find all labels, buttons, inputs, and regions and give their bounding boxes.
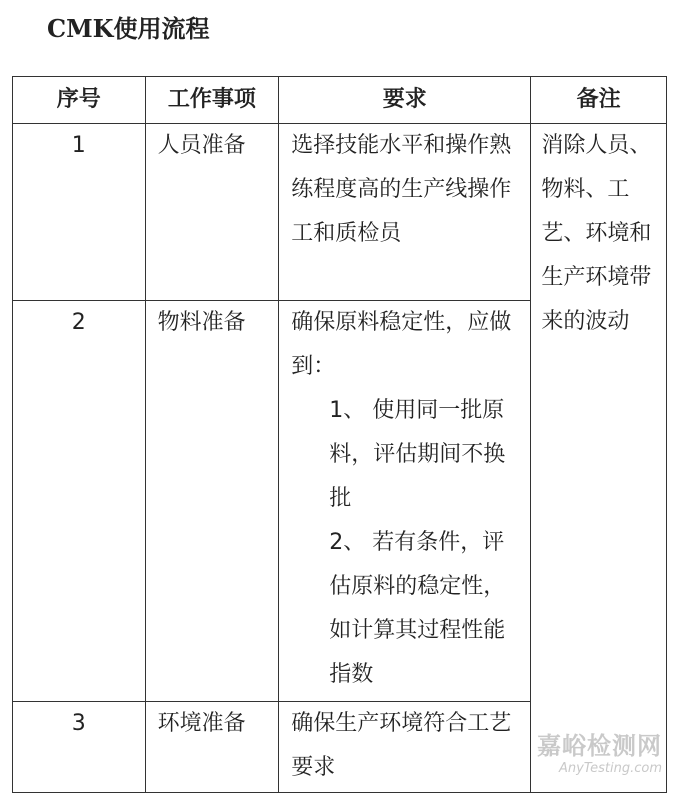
row-item: 物料准备	[145, 301, 279, 702]
row-requirement	[279, 702, 531, 793]
row-note: 消除人员、物料、工艺、环境和生产环境带来的波动	[531, 124, 667, 793]
header-item: 工作事项	[145, 77, 279, 124]
row-requirement	[279, 301, 531, 702]
row-item: 人员准备	[145, 124, 279, 301]
watermark	[537, 726, 662, 776]
watermark-en: AnyTesting.com	[558, 761, 662, 776]
cmk-process-table	[12, 76, 667, 793]
requirement-text: 确保生产环境符合工艺要求	[291, 711, 512, 780]
page-title: CMK使用流程	[47, 14, 210, 43]
watermark-cn: 嘉峪检测网	[537, 732, 662, 760]
requirement-text: 确保原料稳定性，应做到：	[291, 310, 512, 379]
row-requirement	[279, 124, 531, 301]
row-no: 2	[13, 301, 146, 702]
requirement-subitem: 2、 若有条件，评估原料的稳定性，如计算其过程性能指数	[329, 530, 506, 687]
table-row	[13, 124, 667, 301]
row-no: 1	[13, 124, 146, 301]
header-requirement: 要求	[279, 77, 531, 124]
requirement-subitem: 1、 使用同一批原料，评估期间不换批	[329, 398, 506, 511]
row-item: 环境准备	[145, 702, 279, 793]
header-note: 备注	[531, 77, 667, 124]
row-no: 3	[13, 702, 146, 793]
requirement-text: 选择技能水平和操作熟练程度高的生产线操作工和质检员	[291, 133, 512, 246]
header-no: 序号	[13, 77, 146, 124]
table-header-row	[13, 77, 667, 124]
